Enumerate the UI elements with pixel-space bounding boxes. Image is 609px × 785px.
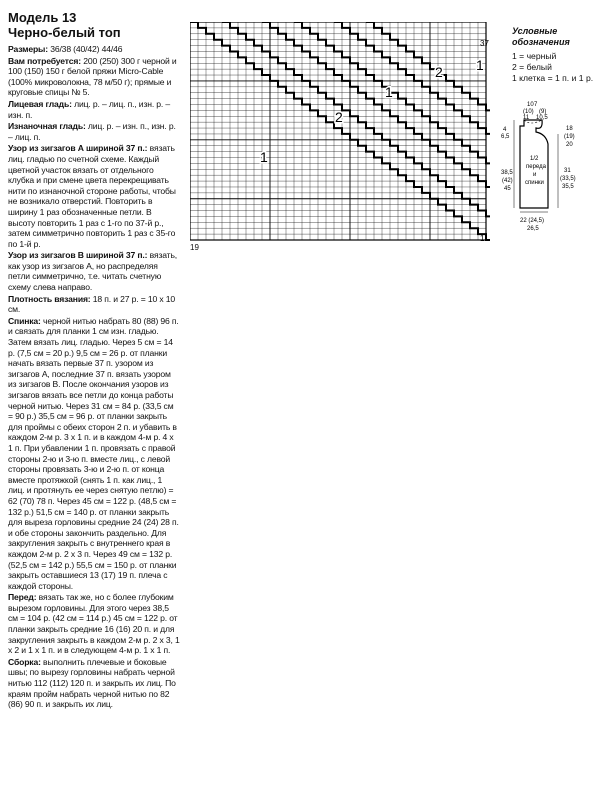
legend-heading-1: Условные bbox=[512, 26, 558, 36]
paragraph-text: 36/38 (40/42) 44/46 bbox=[47, 44, 123, 54]
col-start-label: 19 bbox=[190, 243, 199, 252]
schem-left-a: 38,5 bbox=[501, 170, 513, 176]
schem-right-b: (33,5) bbox=[560, 176, 576, 182]
paragraph-heading: Узор из зигзагов В шириной 37 п.: bbox=[8, 250, 148, 261]
paragraph-heading: Размеры: bbox=[8, 44, 48, 54]
garment-schematic bbox=[500, 96, 604, 266]
paragraph bbox=[8, 316, 180, 591]
schem-center-2: переда bbox=[526, 164, 546, 170]
paragraph bbox=[8, 44, 180, 55]
schem-top-w2: 7 bbox=[534, 102, 538, 108]
model-title: Модель 13 bbox=[8, 10, 77, 25]
paragraph-text: вязать, как узор из зигзагов А, но распределяя петли симметрично, т.е. читать счетную схему слева направо. bbox=[8, 250, 178, 293]
legend bbox=[512, 26, 604, 84]
schem-left-b: (42) bbox=[502, 178, 513, 184]
schem-top-w3: (10) bbox=[523, 109, 534, 115]
chart-grid bbox=[190, 22, 486, 240]
paragraph bbox=[8, 657, 180, 710]
paragraph-text: 200 (250) 300 г черной и 100 (150) 150 г белой пряжи Micro-Cable (100% микроволокна, 78 м/50 г); прямые и круговые спицы № 5. bbox=[8, 55, 177, 98]
paragraph-heading: Плотность вязания: bbox=[8, 293, 91, 304]
legend-item-black: 1 = черный bbox=[512, 51, 557, 61]
paragraph-heading: Вам потребуется: bbox=[8, 55, 81, 66]
row-label-top: 37 bbox=[480, 39, 489, 48]
paragraph-heading: Узор из зигзагов А шириной 37 п.: bbox=[8, 143, 148, 154]
paragraph-heading: Лицевая гладь: bbox=[8, 98, 72, 109]
paragraph-heading: Перед: bbox=[8, 592, 37, 603]
paragraph bbox=[8, 143, 180, 249]
schem-neck-a: 4 bbox=[503, 127, 507, 133]
paragraph-text: черной нитью набрать 80 (88) 96 п. и связать для планки 1 см изн. гладью. Затем вязать лиц. гладью. Через 5 см = 14 р. (7,5 см = 20 р.) 9,5 см = 26 р. от планки начать вязать первые 37 п. узором из зигзагов А, последние 37 п. вязать узором из зигзагов В. После окончания узоров из зигзагов вязать все петли до конца работы черной нитью. Через 31 см = 84 р. (33,5 см = 90 р.) 35,5 см = 96 р. от планки закрыть для проймы с обеих сторон 2 п. и убавить в каждом 2-м р. 3 х 1 п. и в каждом 4-м р. 4 х 1 п. При убавлении 1 п. провязать с правой стороны 2-ю и 3-ю п. вместе лиц., с левой стороны провязать 3-ю и 2-ю п. от конца вместе протяжкой (снять 1 п. как лиц., 1 лиц. и протянуть ее через снятую петлю) = 62 (70) 78 п. Через 45 см = 122 р. (48,5 см = 132 р.) 51,5 см = 140 р. от планки закрыть для выреза горловины средние 24 (24) 28 п. и обе стороны закончить раздельно. Для закругления закрыть с внутреннего края в каждом 2-м р. 2 х 3 п. Через 49 см = 132 р. (52,5 см = 142 р.) 55,5 см = 150 р. от планки закрыть оставшиеся 13 (17) 19 п. плеча с каждой стороны. bbox=[8, 315, 179, 591]
zone-label: 1 bbox=[260, 149, 268, 165]
paragraph bbox=[8, 99, 180, 120]
schem-neck-b: 6,5 bbox=[501, 134, 510, 140]
paragraph bbox=[8, 121, 180, 142]
legend-heading-2: обозначения bbox=[512, 36, 570, 47]
schem-right-c: 35,5 bbox=[562, 184, 574, 190]
paragraph bbox=[8, 250, 180, 292]
schem-top-w5: 10,5 bbox=[536, 115, 548, 121]
schem-center-3: и bbox=[533, 172, 537, 178]
paragraph-text: выполнить плечевые и боковые швы; по вырезу горловины набрать черной нитью 112 (112) 120 п. и закрыть их лиц. По краям пройм набрать черной нитью по 82 (86) 90 п. и закрыть их лиц. bbox=[8, 656, 176, 710]
schem-arm-c: 20 bbox=[566, 142, 573, 148]
instructions-column bbox=[8, 10, 180, 711]
schem-top-w6: (9) bbox=[539, 109, 547, 115]
instruction-paragraphs bbox=[8, 44, 180, 710]
paragraph-text: вязать лиц. гладью по счетной схеме. Каждый цветной участок вязать от отдельного клубка и при смене цвета перекрещивать нити по изнаночной стороне работы, чтобы не возникало отверстий. Повторить в ширину 1 раз обозначенные петли. В высоту повторить 1 раз с 1-го по 37-й р., затем симметрично повторить 1 раз с 35-го по 1-й р. bbox=[8, 143, 176, 249]
zone-label: 1 bbox=[385, 84, 393, 100]
zone-label: 1 bbox=[476, 57, 484, 73]
model-subtitle: Черно-белый топ bbox=[8, 25, 121, 40]
paragraph bbox=[8, 56, 180, 98]
paragraph bbox=[8, 294, 180, 315]
zone-label: 2 bbox=[435, 64, 443, 80]
schem-arm-b: (19) bbox=[564, 134, 575, 140]
schem-left-c: 45 bbox=[504, 186, 511, 192]
paragraph-heading: Сборка: bbox=[8, 656, 41, 667]
schem-arm-a: 18 bbox=[566, 126, 573, 132]
schem-center-4: спинки bbox=[525, 180, 544, 186]
schem-top-w1: 10 bbox=[527, 102, 534, 108]
legend-item-cell: 1 клетка = 1 п. и 1 р. bbox=[512, 73, 594, 83]
paragraph-text: 18 п. и 27 р. = 10 х 10 см. bbox=[8, 293, 175, 315]
paragraph-heading: Спинка: bbox=[8, 315, 41, 326]
schem-bottom-a: 22 (24,5) bbox=[520, 218, 545, 224]
row-label-one: 1 bbox=[480, 234, 485, 243]
paragraph-text: лиц. р. – лиц. п., изн. р. – изн. п. bbox=[8, 98, 171, 120]
paragraph-text: лиц. р. – изн. п., изн. р. – лиц. п. bbox=[8, 121, 176, 142]
paragraph bbox=[8, 592, 180, 656]
paragraph-heading: Изнаночная гладь: bbox=[8, 121, 86, 132]
schem-bottom-b: 26,5 bbox=[527, 226, 539, 232]
legend-item-white: 2 = белый bbox=[512, 62, 552, 72]
schem-right-a: 31 bbox=[564, 168, 571, 174]
schem-center-1: 1/2 bbox=[530, 156, 539, 162]
paragraph-text: вязать так же, но с более глубоким вырезом горловины. Для этого через 38,5 см = 104 р. (42 см = 114 р.) 45 см = 122 р. от планки закрыть средние 16 (16) 20 п. и для закругления закрыть в каждом 2-м р. 2 х 3, 1 х 2 и 1 х 1 п. и в следующем 4-м р. 1 х 1 п. bbox=[8, 592, 180, 656]
knitting-chart bbox=[190, 22, 490, 244]
zone-label: 2 bbox=[335, 109, 343, 125]
schem-top-w4: 11 bbox=[523, 115, 530, 121]
